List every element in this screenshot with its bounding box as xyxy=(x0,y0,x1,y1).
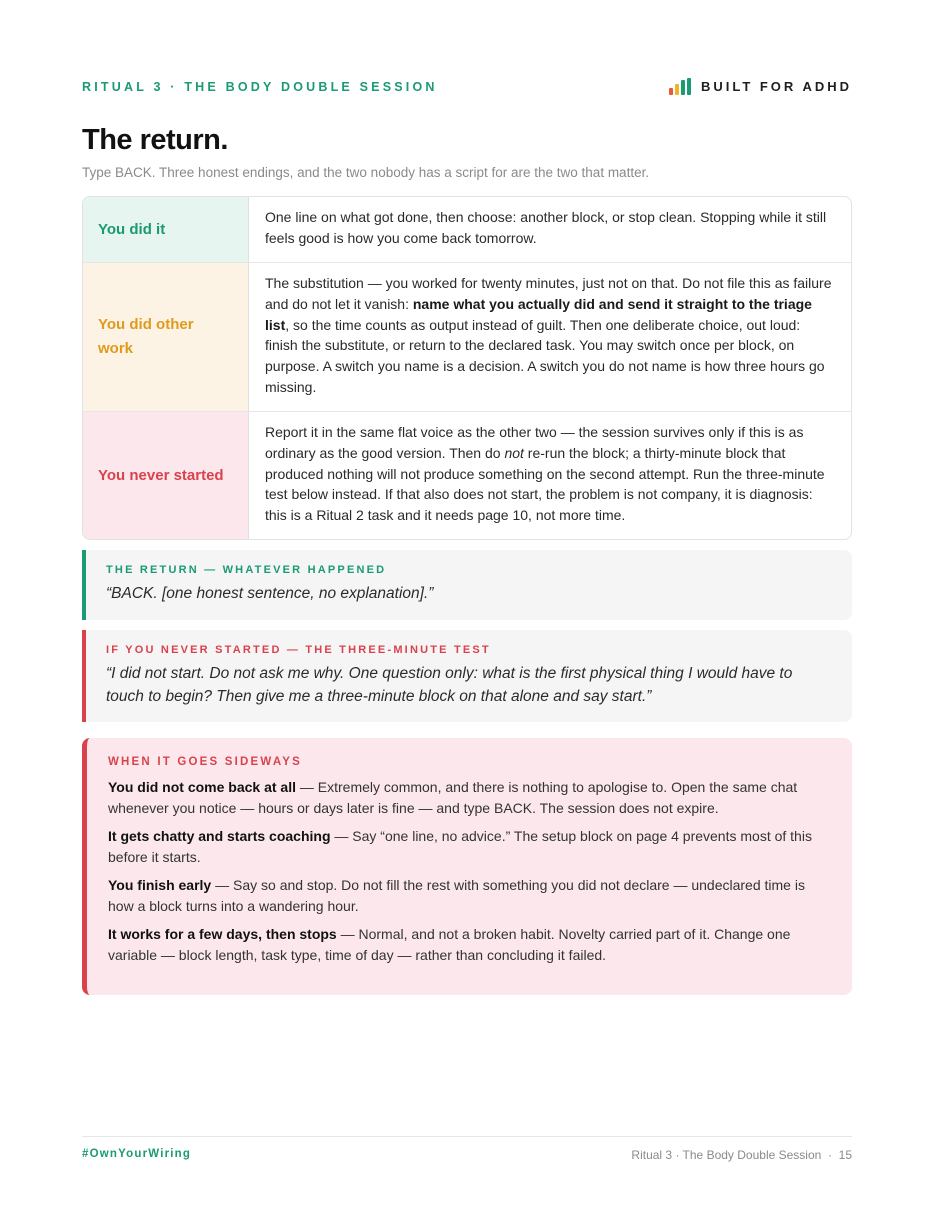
footer-page-info: Ritual 3 · The Body Double Session · 15 xyxy=(631,1148,852,1162)
callout-quote: “BACK. [one honest sentence, no explanation].” xyxy=(106,585,434,602)
ending-text-emphasis: name what you actually did and send it straight to the triage list xyxy=(265,295,812,333)
sideways-item-text: — Extremely common, and there is nothing to apologise to. Open the same chat whenever you notice — hours or days later is fine — and type BACK. The session does not expire. xyxy=(108,779,798,816)
page-header xyxy=(82,78,852,98)
ending-text xyxy=(249,263,851,411)
ending-text-part: re-run the block; a thirty-minute block that produced nothing will not produce something on the second attempt. Run the three-minute test below instead. If that also does not start, the problem is not company, it is diagnosis: this is a Ritual 2 task and it needs page 10, not more time. xyxy=(265,444,825,524)
sideways-item-text: — Say “one line, no advice.” The setup block on page 4 prevents most of this before it starts. xyxy=(108,828,812,865)
sideways-item-title: You finish early xyxy=(108,877,212,893)
bar-chart-logo-icon xyxy=(669,78,691,95)
callout-label: THE RETURN — WHATEVER HAPPENED xyxy=(106,564,387,576)
sideways-item-title: You did not come back at all xyxy=(108,779,296,795)
ending-row-never-started xyxy=(83,412,851,539)
endings-table xyxy=(82,196,852,540)
sideways-label: WHEN IT GOES SIDEWAYS xyxy=(108,756,303,768)
ending-text-part: , so the time counts as output instead of guilt. Then one deliberate choice, out loud: finish the substitute, or return to the declared task. You may switch once per block, on purpose. A switch you name is a decision. A switch you do not name is how three hours go missing. xyxy=(265,316,825,395)
ending-text-part: The substitution — you worked for twenty minutes, just not on that. Do not file this as failure and do not let it vanish: xyxy=(265,275,832,312)
brand-name: BUILT FOR ADHD xyxy=(700,79,852,94)
ending-text-italic: not xyxy=(504,444,524,461)
ending-row-did-it xyxy=(83,197,851,263)
ending-label: You did it xyxy=(83,197,249,262)
sideways-item xyxy=(108,777,832,819)
section-label: RITUAL 3 · THE BODY DOUBLE SESSION xyxy=(82,80,438,94)
ending-text-part: Report it in the same flat voice as the other two — the session survives only if this is as ordinary as the good version. Then do xyxy=(265,424,804,461)
page-title: The return. xyxy=(82,124,228,156)
sideways-item-title: It gets chatty and starts coaching xyxy=(108,828,331,844)
sideways-item-text: — Say so and stop. Do not fill the rest with something you did not declare — undeclared time is how a block turns into a wandering hour. xyxy=(108,877,805,914)
sideways-item xyxy=(108,826,832,868)
sideways-item xyxy=(108,924,832,966)
brand-mark xyxy=(669,78,852,95)
sideways-item-text: — Normal, and not a broken habit. Novelty carried part of it. Change one variable — block length, task type, time of day — rather than concluding it failed. xyxy=(108,926,791,963)
ending-text: One line on what got done, then choose: another block, or stop clean. Stopping while it still feels good is how you come back tomorrow. xyxy=(265,209,827,246)
ending-label: You did other work xyxy=(83,263,249,411)
ending-label: You never started xyxy=(83,412,249,539)
return-script-callout xyxy=(82,550,852,620)
footer-hashtag: #OwnYourWiring xyxy=(82,1148,192,1160)
callout-label: IF YOU NEVER STARTED — THE THREE-MINUTE TEST xyxy=(106,644,491,656)
footer-divider xyxy=(82,1136,852,1137)
ending-row-other-work xyxy=(83,263,851,412)
sideways-item xyxy=(108,875,832,917)
ending-text xyxy=(249,412,851,539)
callout-quote: “I did not start. Do not ask me why. One question only: what is the first physical thing I would have to touch to begin? Then give me a three-minute block on that alone and say start.” xyxy=(106,665,793,705)
sideways-item-title: It works for a few days, then stops xyxy=(108,926,337,942)
three-minute-test-callout xyxy=(82,630,852,722)
page-subtitle: Type BACK. Three honest endings, and the two nobody has a script for are the two that matter. xyxy=(82,165,650,180)
sideways-box xyxy=(82,738,852,995)
